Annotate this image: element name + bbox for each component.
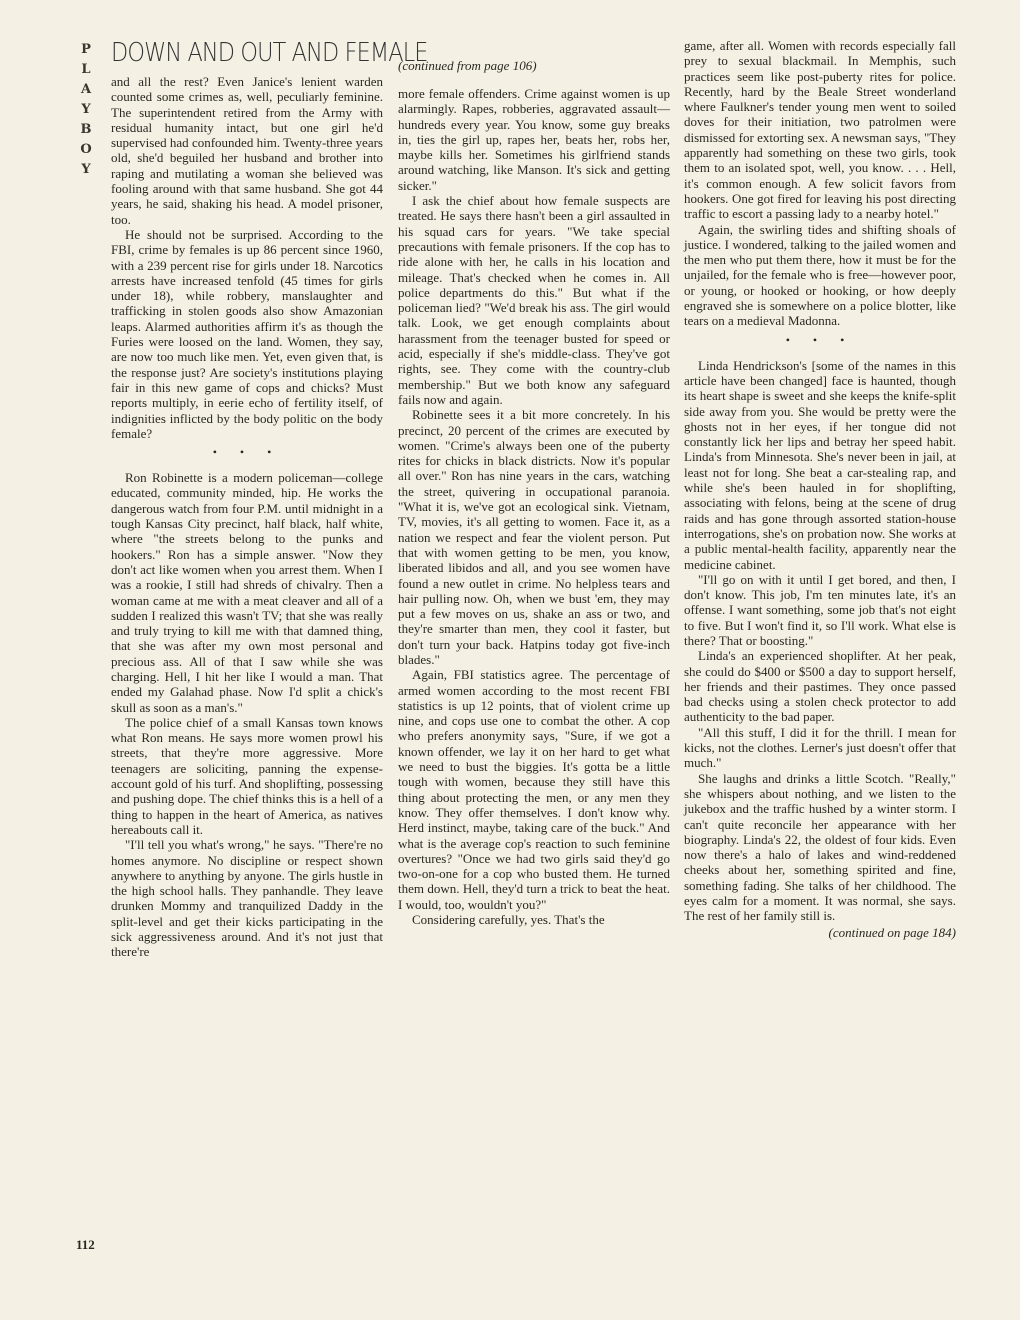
paragraph: Considering carefully, yes. That's the <box>412 912 605 928</box>
section-break-ornament: • • • <box>212 445 282 460</box>
paragraph: Linda Hendrickson's [some of the names in this article have been changed] face is haunted, though its heart shape is sweet and she keeps the knife-split side away from you. She would be pretty were the ghosts not in her eyes, if her tongue did not constantly lick her lips and betray her speed habit. Linda's from Minnesota. She's never been in jail, at least not for long. She beat a car-stealing rap, and while she's been hauled in for shoplifting, associating with felons, being at the scene of drug raids and has gone through assorted station-house interrogations, she's on probation now. She works at a public mental-health facility, apparently near the medicine cabinet. <box>684 357 956 572</box>
paragraph: Linda's an experienced shoplifter. At her peak, she could do $400 or $500 a day to support herself, her friends and their pastimes. They once passed bad checks using a stolen check protector to add authenticity to the bad paper. <box>684 648 956 725</box>
column-3 <box>684 38 956 941</box>
paragraph: more female offenders. Crime against women is up alarmingly. Rapes, robberies, aggravated assault—hundreds every year. You know, some guy breaks in, ties the girl up, rapes her, beats her, robs her, maybe kills her. Sometimes his girlfriend stands around watching, like Manson. It's sick and getting sicker." <box>398 86 670 193</box>
paragraph: "I'll go on with it until I get bored, and then, I don't know. This job, I'm ten minutes late, it's an offense. I want something, some job that's not eight to five. But I won't find it, so I'll work. What else is there? That or boosting." <box>684 571 956 648</box>
magazine-name-vertical <box>78 40 94 180</box>
paragraph: Robinette sees it a bit more concretely. In his precinct, 20 percent of the crimes are executed by women. "Crime's always been one of the puberty rites for chicks in black districts. Now it's popular all over." Ron has nine years in the cars, watching the street, quivering in occupational paranoia. "What it is, we've got an ecological sink. Vietnam, TV, movies, it's all getting to women. Face it, as a nation we respect and fear the violent person. Put that with women getting to be men, you know, liberated libidos and all, and you see women have found a new outlet in crime. No helpless tears and hair pulling now. Oh, when we bust 'em, they may put a few moves on us, shake an ass or two, and they're smarter than men, they cool it faster, but don't turn your back. Hatpins today got five-inch blades." <box>398 407 670 667</box>
page-number: 112 <box>76 1237 95 1252</box>
paragraph: She laughs and drinks a little Scotch. "Really," she whispers about nothing, and we listen to the jukebox and the traffic hushed by a winter storm. I can't quite reconcile her appearance with her biography. Linda's 22, the oldest of four kids. Even now there's a halo of lakes and wind-reddened cheeks about her, something spirited and fine, something fading. She talks of her childhood. The eyes calm for a moment. It was normal, she says. The rest of her family still is. <box>684 770 956 924</box>
paragraph: "All this stuff, I did it for the thrill. I mean for kicks, not the clothes. Lerner's just doesn't offer that much." <box>684 724 956 771</box>
magazine-name-letter: B <box>80 122 92 137</box>
section-break-ornament: • • • <box>785 332 855 347</box>
paragraph: Again, FBI statistics agree. The percentage of armed women according to the most recent FBI statistics is up 12 points, that of violent crime up nine, and cops use one to combat the other. A cop who prefers anonymity says, "Sure, if we got a known offender, we lay it on her hard to get what we need to bust the biggies. It's gotta be a little tough with women, because they still have this thing about protecting the men, or any men they know. They offer themselves. I don't know why. Herd instinct, maybe, taking care of the buck." And what is the average cop's reaction to such feminine overtures? "Once we had two girls said they'd go two-on-one for a cop who busted them. He turned them down. Hell, they'd turn a trick to beat the heat. I would, too, wouldn't you?" <box>398 667 670 912</box>
paragraph: and all the rest? Even Janice's lenient warden counted some crimes as, well, peculiarly feminine. The superintendent retired from the Army with residual humanity intact, but one girl he'd supervised had confounded him. Twenty-three years old, she'd beguiled her husband and brother into raping and mutilating a woman she believed was fooling around with that same husband. She got 44 years, he said, shaking his head. A model prisoner, too. <box>111 74 383 227</box>
continued-on-note: (continued on page 184) <box>828 924 956 940</box>
paragraph: Again, the swirling tides and shifting shoals of justice. I wondered, talking to the jailed women and the men who put them there, how it must be for the unjailed, for the female who is free—however poor, or young, or hooked or hooking, or how deeply engraved she is somewhere on a police blotter, like tears on a medieval Madonna. <box>684 221 956 329</box>
paragraph: I ask the chief about how female suspects are treated. He says there hasn't been a girl assaulted in his squad cars for years. "We take special precautions with female prisoners. If the cop has to ride alone with her, he calls in his location and mileage. That's checked when he comes in. All police departments do this." But what if the policeman lied? "We'd break his ass. The girl would talk. Look, we get enough complaints about harassment from the teenager busted for speed or acid, especially if she's middle-class. They've got rights, see. They come with the country-club membership." But we both know any safeguard fails now and again. <box>398 193 670 407</box>
column-2 <box>398 38 670 927</box>
paragraph: The police chief of a small Kansas town knows what Ron means. He says more women prowl his streets, that they're more aggressive. More teenagers are soliciting, panning the expense-account gold of his turf. And shoplifting, possessing and pushing dope. The chief thinks this is a hell of a thing to happen in the heart of America, as natives hereabouts call it. <box>111 714 383 837</box>
continued-from-note: (continued from page 106) <box>398 58 537 73</box>
paragraph: He should not be surprised. According to the FBI, crime by females is up 86 percent since 1960, with a 239 percent rise for girls under 18. Narcotics arrests have increased tenfold (45 times for girls under 18), while robbery, manslaughter and trafficking in stolen goods also show Amazonian leaps. Alarmed authorities affirm it's as though the Furies were loosed on the land. Women, they say, are now too much like men. Yet, even given that, is the response just? Are society's institutions playing fair in this new game of cops and chicks? Must reports multiply, in eerie echo of fertility itself, of indignities inflicted by the body politic on the body female? <box>111 226 383 441</box>
paragraph: "I'll tell you what's wrong," he says. "There're no homes anymore. No discipline or respect shown anywhere to anything by anyone. The girls hustle in the high school halls. They panhandle. They leave drunken Mommy and tranquilized Daddy in the split-level and get their kicks participating in the sick aggressiveness around. And it's not just that there're <box>111 837 383 960</box>
magazine-name-letter: Y <box>81 102 91 117</box>
article-headline: DOWN AND OUT AND FEMALE <box>111 38 428 68</box>
column-1 <box>111 38 428 960</box>
magazine-name-letter: L <box>81 62 91 77</box>
magazine-name-letter: P <box>81 42 91 57</box>
paragraph: Ron Robinette is a modern policeman—college educated, community minded, hip. He works the dangerous watch from four P.M. until midnight in a tough Kansas City precinct, half black, half white, where "the streets belong to the punks and hookers." Ron has a simple answer. "Now they don't act like women when you arrest them. When I was a rookie, I still had shreds of chivalry. Then a woman came at me with a meat cleaver and all of a sudden I realized this wasn't TV; that she was really and truly trying to kill me with that damned thing, that she was after my own most personal and precious ass. All of that I saw while she was charging. Hell, I hit her like I would a man. That ended my Galahad phase. Now I'd split a chick's skull as soon as a man's." <box>111 470 383 715</box>
magazine-name-letter: O <box>80 142 92 157</box>
paragraph: game, after all. Women with records especially fall prey to sexual blackmail. In Memphis, such practices seem like post-puberty rites for police. Recently, hard by the Beale Street wonderland where Faulkner's tender young men went to soiled doves for their initiation, two patrolmen were dismissed for extorting sex. A newsman says, "They apparently had something on these two girls, took them to an isolated spot, well, you know. . . . Hell, it's common enough. A few solicit favors from hookers. One got fired for leaving his post directing traffic to escort a passing lady to a nearby hotel." <box>684 38 956 222</box>
magazine-name-letter: A <box>80 82 92 97</box>
magazine-name-letter: Y <box>81 162 91 177</box>
